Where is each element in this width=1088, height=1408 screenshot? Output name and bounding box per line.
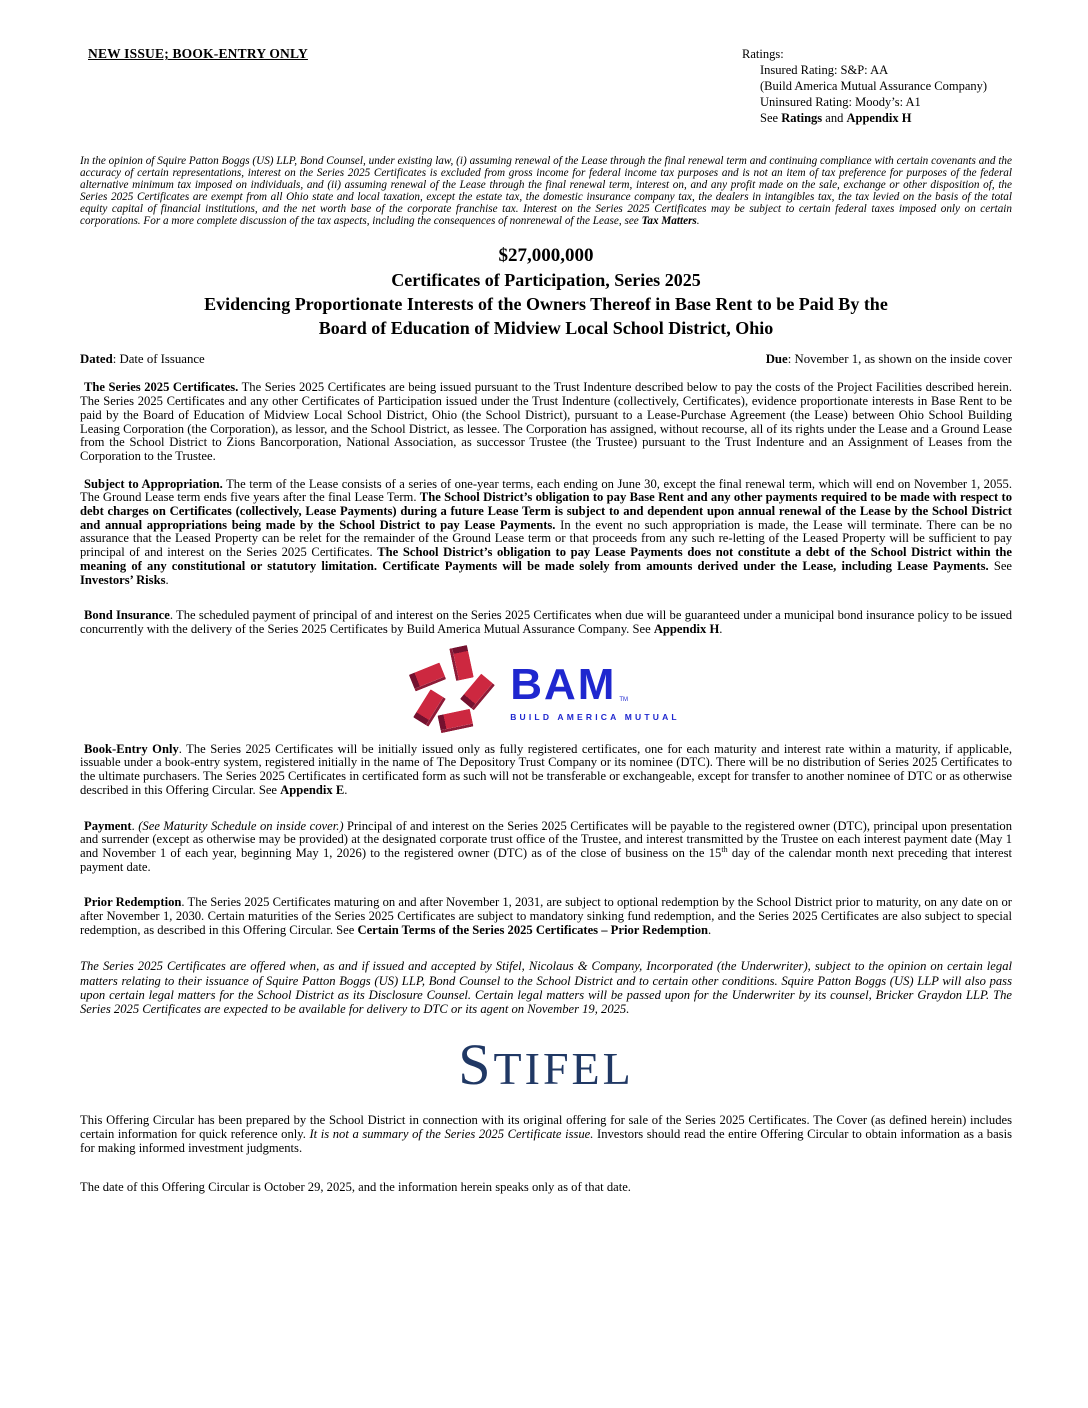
issue-title-line4: Board of Education of Midview Local School District, Ohio [318,318,774,339]
uninsured-rating: Uninsured Rating: Moody’s: A1 [760,95,921,109]
ratings-reference: See Ratings and Appendix H [760,111,912,125]
bam-brick-icon [409,662,446,691]
bam-trademark: TM [619,697,629,704]
issue-title-line3: Evidencing Proportionate Interests of the Owners Thereof in Base Rent to be Paid By the [204,294,888,315]
due-line: Due: November 1, as shown on the inside cover [765,352,1012,367]
dated-due-row [80,352,1012,367]
issue-title-line2: Certificates of Participation, Series 2025 [391,270,701,291]
bam-brick-icon [438,708,474,732]
dated-line: Dated: Date of Issuance [80,352,205,367]
book-entry-paragraph: Book-Entry Only. The Series 2025 Certificates will be initially issued only as fully registered certificates, one for each maturity and interest rate within a maturity, if applicable, issuable under a book-entry system, registered initially in the name of The Depository Trust Company or its nominee (DTC). There will be no distribution of Series 2025 Certificates to the ultimate purchasers. The Series 2025 Certificates in certificated form as such will not be transferable or exchangeable, except for transfer to another nominee of DTC or as otherwise described in this Offering Circular. See Appendix E. [80,741,1012,797]
bam-star-icon [412,655,492,733]
new-issue-label: NEW ISSUE; BOOK-ENTRY ONLY [88,46,308,61]
subject-to-appropriation-paragraph: Subject to Appropriation. The term of the Lease consists of a series of one-year terms, each ending on June 30, except the final renewal term, which will end on November 1, 2055. The Ground Lease term ends five years after the final Lease Term. The School District’s obligation to pay Base Rent and any other payments required to be made with respect to debt charges on Certificates (collectively, Lease Payments) during a future Lease Term is subject to and dependent upon annual renewal of the Lease by the School District and annual appropriations being made by the School District to pay Lease Payments. In the event no such appropriation is made, the Lease will terminate. There can be no assurance that the Leased Property can be relet for the remainder of the Ground Lease term or that proceeds from any such re-letting of the Leased Property will be sufficient to pay principal of and interest on the Series 2025 Certificates. The School District’s obligation to pay Lease Payments does not constitute a debt of the School District within the meaning of any constitutional or statutory limitation. Certificate Payments will be made solely from amounts derived under the Lease, including Lease Payments. See Investors’ Risks. [80,476,1013,587]
bam-name: BAM [510,660,617,710]
circular-date-line: The date of this Offering Circular is October 29, 2025, and the information herein speaks only as of that date. [80,1180,631,1195]
bam-wordmark [510,660,680,723]
issue-title [80,243,1012,340]
closing-paragraph: This Offering Circular has been prepared by the School District in connection with its original offering for sale of the Series 2025 Certificates. The Cover (as defined herein) includes certain information for quick reference only. It is not a summary of the Series 2025 Certificate issue. Investors should read the entire Offering Circular to obtain information as a basis for making informed investment judgments. [80,1113,1012,1155]
payment-paragraph: Payment. (See Maturity Schedule on inside cover.) Principal of and interest on the Series 2025 Certificates will be payable to the registered owner (DTC), principal upon presentation and surrender (except as otherwise may be provided) at the designated corporate trust office of the Trustee, and interest transmitted by the Trustee on each interest payment date (May 1 and November 1 of each year, beginning May 1, 2026) to the registered owner (DTC) as of the close of business on the 15th day of the calendar month next preceding that interest payment date. [80,818,1012,874]
bam-logo-container [80,655,1012,733]
issue-amount: $27,000,000 [498,245,594,267]
page-header [80,46,1012,126]
stifel-logo-container [80,1032,1012,1098]
bam-brick-icon [449,645,473,681]
ratings-block [742,46,1012,126]
bond-insurance-paragraph: Bond Insurance. The scheduled payment of principal of and interest on the Series 2025 Certificates when due will be guaranteed under a municipal bond insurance policy to be issued concurrently with the delivery of the Series 2025 Certificates by Build America Mutual Assurance Company. See Appendix H. [80,608,1013,636]
stifel-logo: STIFEL [458,1032,634,1098]
bam-logo [412,655,680,733]
underwriting-paragraph: The Series 2025 Certificates are offered when, as and if issued and accepted by Stifel, Nicolaus & Company, Incorporated (the Underwriter), subject to the opinion on certain legal matters relating to their issuance of Squire Patton Boggs (US) LLP, Bond Counsel to the School District and to certain other conditions. Squire Patton Boggs (US) LLP will also pass upon certain legal matters for the School District as its Disclosure Counsel. Certain legal matters will be passed upon for the Underwriter by its counsel, Bricker Graydon LLP. The Series 2025 Certificates are expected to be available for delivery to DTC or its agent on November 19, 2025. [80,959,1012,1017]
bond-counsel-opinion: In the opinion of Squire Patton Boggs (US) LLP, Bond Counsel, under existing law, (i) assuming renewal of the Lease through the final renewal term and continuing compliance with certain covenants and the accuracy of certain representations, interest on the Series 2025 Certificates is excluded from gross income for federal income tax purposes and is not an item of tax preference for purposes of the federal alternative minimum tax imposed on individuals, and (ii) assuming renewal of the Lease through the final renewal term, interest on, and any profit made on the sale, exchange or other disposition of, the Series 2025 Certificates are exempt from all Ohio state and local taxation, except the estate tax, the domestic insurance company tax, the dealers in intangibles tax, the tax levied on the basis of the total equity capital of financial institutions, and the net worth base of the corporate franchise tax. Interest on the Series 2025 Certificates may be subject to certain federal taxes imposed only on certain corporations. For a more complete discussion of the tax aspects, including the consequences of nonrenewal of the Lease, see Tax Matters. [80,155,1012,227]
insured-rating: Insured Rating: S&P: AA [760,63,889,77]
ratings-label: Ratings: [742,47,784,61]
series-certificates-paragraph: The Series 2025 Certificates. The Series 2025 Certificates are being issued pursuant to the Trust Indenture described below to pay the costs of the Project Facilities described herein. The Series 2025 Certificates and any other Certificates of Participation issued under the Trust Indenture (collectively, Certificates), evidence proportionate interests in Base Rent to be paid by the Board of Education of Midview Local School District, Ohio (the School District), pursuant to a Lease-Purchase Agreement (the Lease) between Ohio School Building Leasing Corporation (the Corporation), as lessor, and the School District, as lessee. The Corporation has assigned, without recourse, all of its rights under the Lease and a Ground Lease from the School District to Zions Bancorporation, National Association, as successor Trustee (the Trustee) pursuant to the Trust Indenture and an Assignment of Leases from the Corporation to the Trustee. [80,380,1012,463]
prior-redemption-paragraph: Prior Redemption. The Series 2025 Certificates maturing on and after November 1, 2031, are subject to optional redemption by the School District prior to maturity, on any date on or after November 1, 2030. Certain maturities of the Series 2025 Certificates are subject to mandatory sinking fund redemption, and the Series 2025 Certificates are also subject to special redemption, as described in this Offering Circular. See Certain Terms of the Series 2025 Certificates – Prior Redemption. [80,895,1012,937]
bam-tagline: BUILD AMERICA MUTUAL [510,712,680,723]
insurer-name: (Build America Mutual Assurance Company) [760,79,988,93]
